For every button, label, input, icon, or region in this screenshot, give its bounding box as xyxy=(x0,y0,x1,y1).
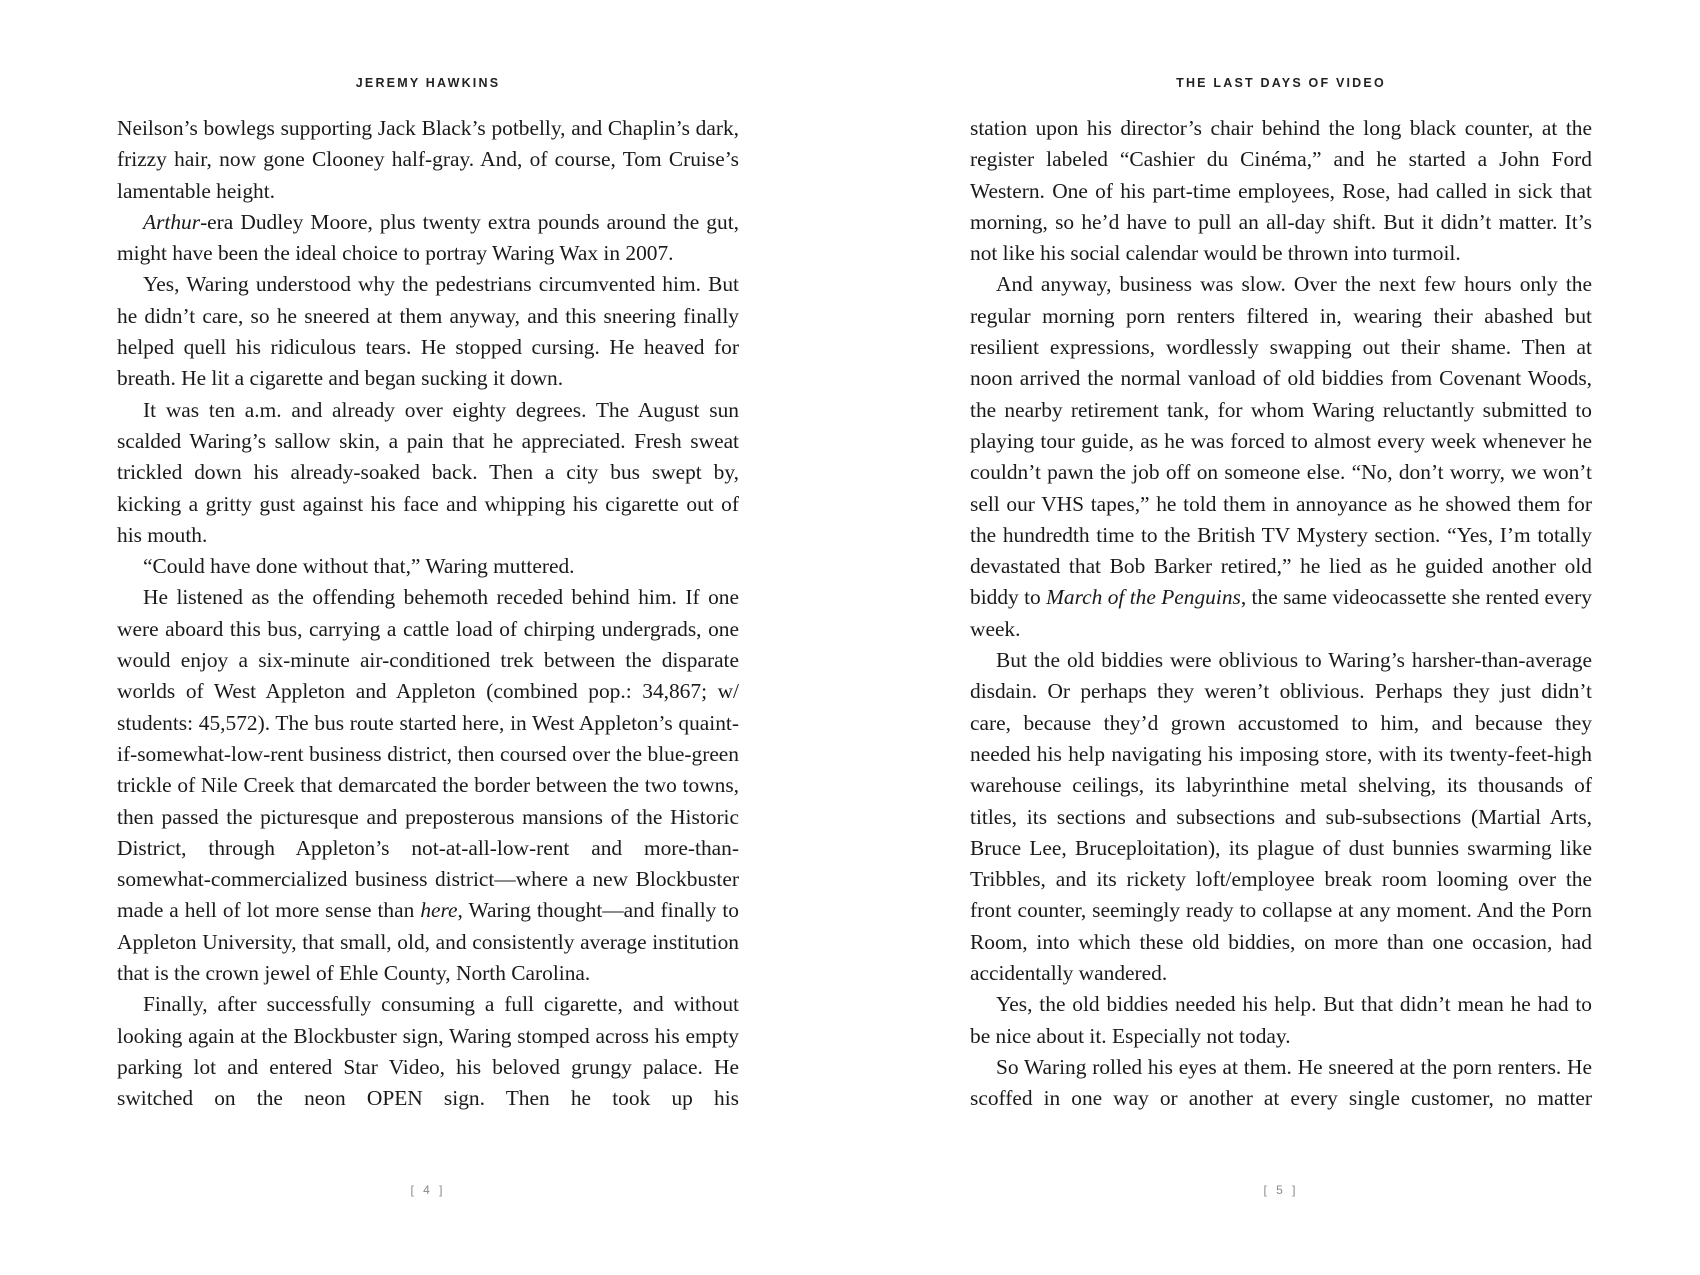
italic-title: Arthur xyxy=(143,209,201,234)
paragraph xyxy=(970,269,1592,645)
paragraph-text: , the same videocassette she rented every week. xyxy=(970,585,1592,641)
paragraph xyxy=(117,582,739,989)
italic-word: here xyxy=(420,898,458,923)
paragraph-text: And anyway, business was slow. Over the next few hours only the regular morning porn renters filtered in, wearing their abashed but resilient expressions, wordlessly swapping out their shame. Then at noon arrived the normal vanload of old biddies from Covenant Woods, the nearby retirement tank, for whom Waring reluctantly submitted to playing tour guide, as he was forced to almost every week whenever he couldn’t pawn the job off on someone else. “No, don’t worry, we won’t sell our VHS tapes,” he told them in annoyance as he showed them for the hundredth time to the British TV Mystery section. “Yes, I’m totally devastated that Bob Barker retired,” he lied as he guided another old biddy to xyxy=(970,272,1592,610)
right-page xyxy=(970,0,1592,1275)
paragraph-text: He listened as the offending behemoth receded behind him. If one were aboard this bus, carrying a cattle load of chirping undergrads, one would enjoy a six-minute air-conditioned trek between the disparate worlds of West Appleton and Appleton (combined pop.: 34,867; w/ students: 45,572). The bus route started here, in West Appleton’s quaint-if-somewhat-low-rent business district, then coursed over the blue-green trickle of Nile Creek that demarcated the border between the two towns, then passed the picturesque and preposterous mansions of the Historic District, through Appleton’s not-at-all-low-rent and more-than-somewhat-commercialized business district—where a new Blockbuster made a hell of lot more sense than xyxy=(117,585,739,923)
italic-title: March of the Penguins xyxy=(1046,585,1241,610)
paragraph: “Could have done without that,” Waring muttered. xyxy=(143,554,575,579)
paragraph: station upon his director’s chair behind the long black counter, at the register labeled “Cashier du Cinéma,” and he started a John Ford Western. One of his part-time employees, Rose, had called in sick that morning, so he’d have to pull an all-day shift. But it didn’t matter. It’s not like his social calendar would be thrown into turmoil. xyxy=(970,116,1592,266)
paragraph: So Waring rolled his eyes at them. He sneered at the porn renters. He scoffed in one way or another at every single customer, no matter xyxy=(970,1054,1592,1111)
left-page xyxy=(117,0,739,1275)
running-head-left: JEREMY HAWKINS xyxy=(355,76,501,90)
body-text-left xyxy=(117,113,739,1115)
paragraph-text: -era Dudley Moore, plus twenty extra pounds around the gut, might have been the ideal choice to portray Waring Wax in 2007. xyxy=(117,209,739,266)
paragraph: It was ten a.m. and already over eighty degrees. The August sun scalded Waring’s sallow skin, a pain that he appreciated. Fresh sweat trickled down his already-soaked back. Then a city bus swept by, kicking a gritty gust against his face and whipping his cigarette out of his mouth. xyxy=(117,397,739,547)
running-head-right: THE LAST DAYS OF VIDEO xyxy=(1176,76,1386,90)
paragraph: Finally, after successfully consuming a full cigarette, and without looking again at the Blockbuster sign, Waring stomped across his empty parking lot and entered Star Video, his beloved grungy palace. He switched on the neon OPEN sign. Then he took up his xyxy=(117,992,739,1111)
paragraph: Neilson’s bowlegs supporting Jack Black’s potbelly, and Chaplin’s dark, frizzy hair, now gone Clooney half-gray. And, of course, Tom Cruise’s lamentable height. xyxy=(117,116,739,203)
page-number-right: [ 5 ] xyxy=(1263,1183,1299,1197)
paragraph: Yes, Waring understood why the pedestrians circumvented him. But he didn’t care, so he sneered at them anyway, and this sneering finally helped quell his ridiculous tears. He stopped cursing. He heaved for breath. He lit a cigarette and began sucking it down. xyxy=(117,272,739,391)
body-text-right xyxy=(970,113,1592,1115)
paragraph: But the old biddies were oblivious to Waring’s harsher-than-average disdain. Or perhaps they weren’t oblivious. Perhaps they just didn’t care, because they’d grown accustomed to him, and because they needed his help navigating his imposing store, with its twenty-feet-high warehouse ceilings, its labyrinthine metal shelving, its thousands of titles, its sections and subsections and sub-subsections (Martial Arts, Bruce Lee, Bruceploitation), its plague of dust bunnies swarming like Tribbles, and its rickety loft/employee break room looming over the front counter, seemingly ready to collapse at any moment. And the Porn Room, into which these old biddies, on more than one occasion, had accidentally wandered. xyxy=(970,648,1592,986)
paragraph xyxy=(117,207,739,270)
page-number-left: [ 4 ] xyxy=(410,1183,446,1197)
paragraph-text: , Waring thought—and finally to Appleton University, that small, old, and consistently average institution that is the crown jewel of Ehle County, North Carolina. xyxy=(117,898,739,986)
paragraph: Yes, the old biddies needed his help. But that didn’t mean he had to be nice about it. Especially not today. xyxy=(970,992,1592,1048)
